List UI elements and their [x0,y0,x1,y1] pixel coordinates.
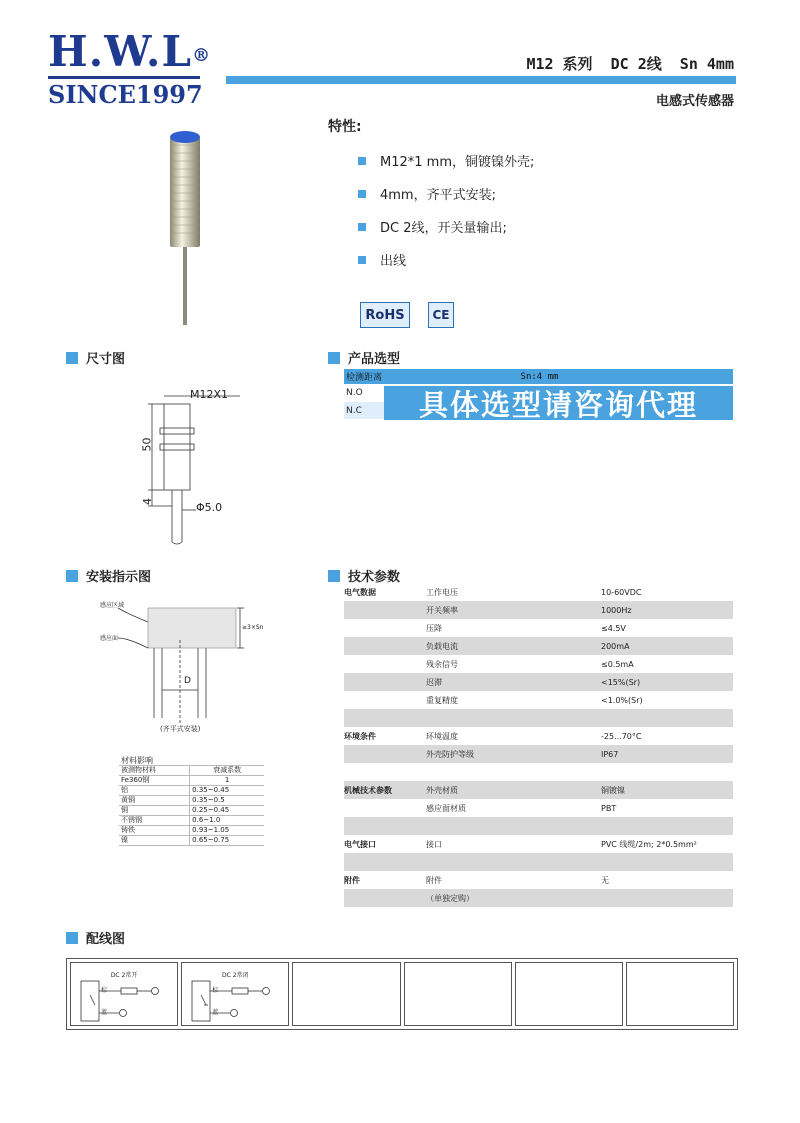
selection-row-no: N.O [346,388,363,398]
table-row: 附件 附件 无 [344,875,609,885]
table-row: 迟滞 <15%(Sr) [344,673,733,691]
bullet-icon [358,190,366,198]
feature-item: DC 2线，开关量输出; [358,210,534,243]
page-subtitle: 电感式传感器 [655,94,734,109]
brand-since: SINCE1997 [48,80,203,109]
table-row: 开关频率 1000Hz [344,601,733,619]
table-row: （单独定购） [344,889,733,907]
wire-blue-label: 蓝 [212,1009,219,1016]
table-row: 电气数据 工作电压 10-60VDC [344,587,642,597]
table-row: 残余信号 ≤0.5mA [426,659,634,669]
section-marker-icon [66,932,78,944]
wire-blue-label: 蓝 [101,1009,108,1016]
table-row [344,709,733,727]
wire-brown-label: 棕 [101,987,108,994]
wiring-cell-empty [626,962,734,1026]
install-diagram [82,594,262,739]
section-wiring: 配线图 [66,928,125,947]
section-marker-icon [66,352,78,364]
table-row: 感应面材质 PBT [426,803,617,813]
table-row: 机械技术参数 外壳材质 铜镀镍 [344,781,733,799]
table-row: 电气接口 接口 PVC 线缆/2m; 2*0.5mm² [344,839,697,849]
table-row: 负载电流 200mA [344,637,733,655]
header-bar [226,76,736,84]
wiring-cell-empty [515,962,623,1026]
section-install: 安装指示图 [66,566,151,585]
table-row: Fe360钢 1 [119,776,264,786]
section-marker-icon [66,570,78,582]
wiring-cell-no: DC 2常开 棕 蓝 [70,962,178,1026]
dim-dia-label: Φ5.0 [196,501,223,514]
table-row: 不锈钢 0.6~1.0 [119,816,264,826]
wire-brown-label: 棕 [212,987,219,994]
install-face-label: 感应面 [100,635,119,642]
wiring-grid [66,958,738,1030]
bullet-icon [358,223,366,231]
brand-name: H.W.L [48,27,193,76]
wiring-cell-empty [404,962,512,1026]
tech-table [344,583,733,907]
table-row: 铸铁 0.93~1.05 [119,826,264,836]
table-row [344,817,733,835]
wiring-no-diagram [71,977,179,1027]
feature-item: M12*1 mm，铜镀镍外壳; [358,144,534,177]
page-title: M12 系列 DC 2线 Sn 4mm [526,55,734,73]
registered-mark: ® [192,45,212,66]
table-row: 铝 0.35~0.45 [119,786,264,796]
table-row: 材料影响 [119,756,264,766]
table-row [344,853,733,871]
logo-divider [48,76,200,79]
wiring-nc-diagram [182,977,290,1027]
ce-badge: CE [428,302,454,328]
table-row: 压降 ≤4.5V [426,623,626,633]
rohs-badge: RoHS [360,302,410,328]
section-selection: 产品选型 [328,348,400,367]
install-d-label: D [184,676,191,686]
bullet-icon [358,256,366,264]
table-row: 黄铜 0.35~0.5 [119,796,264,806]
install-gap-label: ≥3×Sn [242,624,264,631]
selection-row-nc: N.C [344,402,733,419]
install-caption: (齐平式安装) [160,725,201,733]
dim-thread-label: M12X1 [190,388,229,401]
table-row: 重复精度 <1.0%(Sr) [426,695,643,705]
dimension-drawing [130,382,260,552]
wiring-cell-empty [292,962,400,1026]
section-marker-icon [328,352,340,364]
dim-short-label: 4 [141,498,154,505]
selection-notice: 具体选型请咨询代理 [384,386,733,420]
install-area-label: 感应区域 [100,602,125,609]
brand-logo [48,27,223,109]
feature-item: 出线 [358,243,534,276]
selection-header: 检测距离 Sn:4 mm [344,369,733,384]
features-list [358,144,534,276]
section-marker-icon [328,570,340,582]
feature-item: 4mm，齐平式安装; [358,177,534,210]
materials-table [119,756,264,846]
table-row: 被测物材料 衰减系数 [119,766,264,776]
table-row: 镍 0.65~0.75 [119,836,264,846]
bullet-icon [358,157,366,165]
section-tech: 技术参数 [328,566,400,585]
dim-length-label: 50 [140,437,154,452]
table-row: 铜 0.25~0.45 [119,806,264,816]
features-title: 特性: [328,119,362,135]
wiring-cell-nc: DC 2常闭 棕 蓝 [181,962,289,1026]
sensor-product-image [160,125,210,325]
table-row: 外壳防护等级 IP67 [344,745,733,763]
table-row [344,763,733,781]
table-row: 环境条件 环境温度 -25...70°C [344,731,642,741]
section-dimension: 尺寸图 [66,348,125,367]
